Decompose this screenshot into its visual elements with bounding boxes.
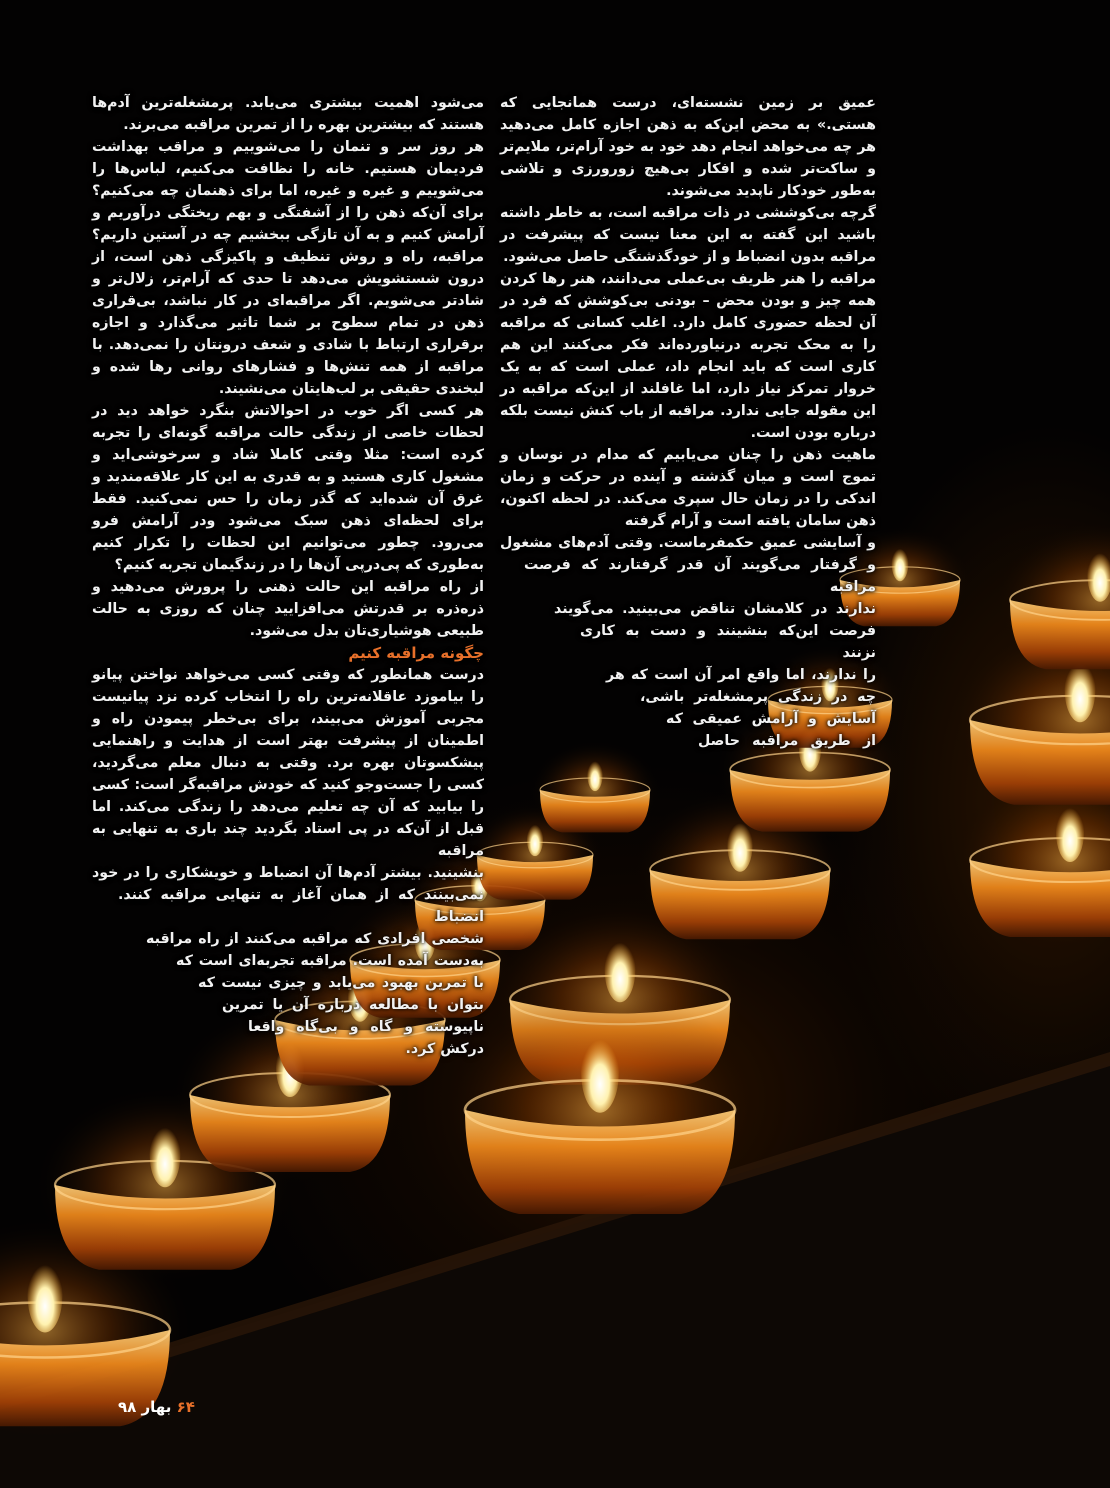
left-taper-line-8: درکش کرد. [405,1041,484,1057]
left-text-column [92,92,484,1060]
right-taper-line-5: را ندارند، اما واقع امر آن است که هر [606,667,876,683]
left-taper-line-4: به‌دست آمده است. مراقبه تجربه‌ای است که [176,953,484,969]
left-taper-line-3: شخصی افرادی که مراقبه می‌کنند از راه مراقبه [146,931,484,947]
right-taper-line-3: ندارند در کلامشان تناقض می‌بینید. می‌گویند [554,601,876,617]
left-taper-line-2: نمی‌بینند که از همان آغاز به تنهایی مراقبه کنند. انضباط [118,887,484,925]
candle-flame [587,758,602,791]
left-paragraph-5: درست همانطور که وقتی کسی می‌خواهد نواختن پیانو را بیاموزد عاقلانه‌ترین راه را انتخاب کرده نزد پیانیست مجربی آموزش می‌بیند، برای بی‌خطر پیمودن راه و اطمینان از پیشرفت بهتر است از هدایت و راهنمایی پیشکسوتان بهره برد. وقتی به دنبال معلم می‌گردید، کسی را جست‌وجو کنید که خودش مراقبه‌گر است: کسی را بیابید که آن چه تعلیم می‌دهد را زندگی می‌کند. اما قبل از آن‌که در پی استاد بگردید چند باری به تنهایی به مراقبه [92,667,484,859]
right-taper-line-8: از طریق مراقبه حاصل [698,733,876,749]
section-heading: چگونه مراقبه کنیم [348,644,484,662]
candle-flame [527,821,543,856]
left-paragraph-1: می‌شود اهمیت بیشتری می‌یابد. پرمشغله‌ترین آدم‌ها هستند که بیشترین بهره را از تمرین مراقبه می‌برند. [92,95,484,133]
right-taper-line-7: آسایش و آرامش عمیقی که [666,711,876,727]
right-taper-line-4: فرصت این‌که بنشینند و دست به کاری نزنند [580,623,876,661]
right-text-column [500,92,876,752]
candle-flame [892,545,909,581]
right-taper-line-1: و آسایشی عمیق حکمفرماست. وقتی آدم‌های مشغول [500,535,876,551]
right-paragraph-3: مراقبه را هنر ظریف بی‌عملی می‌دانند، هنر رها کردن همه چیز و بودن محض – بودنی بی‌کوشش که فرد در آن لحظه حضوری کامل دارد. اغلب کسانی که مراقبه را به محک تجربه درنیاورده‌اند فکر می‌کنند این هم کاری است که باید انجام داد، عملی است که به یک خروار تمرکز نیاز دارد، اما غافلند از این‌که مراقبه در این مقوله جایی ندارد. مراقبه از باب کنش نیست بلکه درباره بودن است. [500,271,876,441]
candle [529,741,661,840]
right-taper-line-2: و گرفتار می‌گویند آن قدر گرفتارند که فرصت مراقبه [524,557,876,595]
magazine-issue: بهار ۹۸ [118,1398,172,1416]
left-paragraph-2: هر روز سر و تنمان را می‌شوییم و مراقب بهداشت فردیمان هستیم. خانه را نظافت می‌کنیم، لباس‌ها را می‌شوییم و غیره و غیره، اما برای ذهنمان چه می‌کنیم؟ برای آن‌که ذهن را از آشفتگی و بهم ریختگی درآوریم و آرامش کنیم و به آن تازگی ببخشیم چه در آستین داریم؟ مراقبه، راه و روش تنظیف و پاکیزگی ذهن است، از درون شستشویش می‌دهد تا حدی که آرام‌تر، زلال‌تر و شادتر می‌شویم. اگر مراقبه‌ای در کار نباشد، بی‌قراری ذهن در تمام سطوح بر شما تاثیر می‌گذارد و اجازه برقراری ارتباط با شادی و شعف درونتان را نمی‌دهد. با مراقبه از همه تنش‌ها و فشارهای روانی رها شده و لبخندی حقیقی بر لب‌هایتان می‌نشیند. [92,139,484,397]
left-taper-line-7: ناپیوسته و گاه و بی‌گاه واقعا [248,1019,484,1035]
candle-flame [581,1032,619,1113]
candle [438,989,762,1232]
right-paragraph-2: گرچه بی‌کوششی در ذات مراقبه است، به خاطر داشته باشید این گفته به این معنا نیست که پیشرفت در مراقبه بدون انضباط و از خودگذشتگی حاصل می‌شود. [500,205,876,265]
left-taper-line-6: بتوان با مطالعه درباره آن یا تمرین [222,997,484,1013]
candle-flame [28,1258,63,1333]
left-taper-line-5: با تمرین بهبود می‌یابد و چیزی نیست که [198,975,484,991]
left-paragraph-4: از راه مراقبه این حالت ذهنی را پرورش می‌دهید و ذره‌ذره بر قدرتش می‌افزایید چنان که روزی به حالت طبیعی هوشیاری‌تان بدل می‌شود. [92,579,484,639]
page-number: ۶۴ [176,1398,195,1416]
left-paragraph-3: هر کسی اگر خوب در احوالاتش بنگرد خواهد دید در لحظات خاصی از زندگی حالت مراقبه گونه‌ای را تجربه کرده است: مثلا وقتی کاملا شاد و سرخوشی‌اید و مشغول کاری هستید و به قدری به این کار علاقه‌مندید و غرق آن شده‌اید که گذر زمان را حس نمی‌کنید. فقط برای لحظه‌ای ذهن سبک می‌شود ودر آرامش فرو می‌رود. چطور می‌توانیم این لحظات را تکرار کنیم به‌طوری که پی‌درپی آن‌ها را در زندگیمان تجربه کنیم؟ [92,403,484,573]
page-footer [118,1398,195,1416]
candle-flame [150,1121,181,1187]
right-paragraph-4: ماهیت ذهن را چنان می‌یابیم که مدام در نوسان و تموج است و میان گذشته و آینده در حرکت و زمان اندکی را در زمان حال سپری می‌کند. در لحظه اکنون، ذهن سامان یافته است و آرام گرفته [500,447,876,529]
right-taper-line-6: چه در زندگی پرمشغله‌تر باشی، [640,689,876,705]
right-paragraph-1: عمیق بر زمین نشسته‌ای، درست همانجایی که هستی.» به محض این‌که به ذهن اجازه کامل می‌دهید هر چه می‌خواهد انجام دهد خود به خود آرام‌تر، ملایم‌تر و ساکت‌تر شده و افکار بی‌هیچ زورورزی و تلاشی به‌طور خودکار ناپدید می‌شوند. [500,95,876,199]
left-taper-line-1: بنشینید. بیشتر آدم‌ها آن انضباط و خویشکاری را در خود [92,865,484,881]
